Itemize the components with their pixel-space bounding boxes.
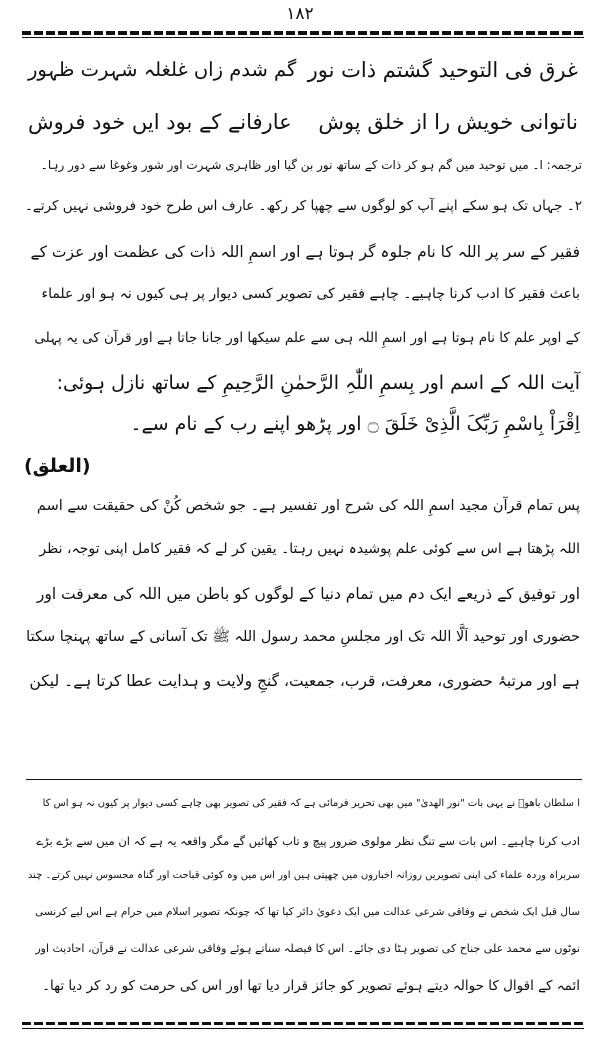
- verse-line-1-left: گم شدم زاں غلغلہ شہرت ظہور: [28, 58, 297, 81]
- footnote-rule: [26, 779, 582, 780]
- footnote-line: نوٹوں سے محمد علی جناح کی تصویر ہٹا دی جائے۔ اس کا فیصلہ سناتے ہوئے وفاقی شرعی عدالت نے قرآن، احادیث اور: [35, 942, 580, 955]
- body-line: اللہ پڑھتا ہے اس سے کوئی علم پوشیدہ نہیں رہتا۔ یقین کر لے کہ فقیر کامل اپنی توجہ، نظر: [39, 541, 580, 557]
- verse-line-1: [28, 58, 578, 82]
- footnote-line: ادب کرنا چاہیے۔ اس بات سے تنگ نظر مولوی ضرور پیچ و تاب کھائیں گے مگر واقعہ یہ ہے کہ ان میں سے بڑے بڑے: [36, 834, 580, 848]
- bottom-dashed-rule: [22, 1022, 584, 1025]
- translation-line-1: ترجمہ: ا۔ میں توحید میں گم ہو کر ذات کے ساتھ نور بن گیا اور ظاہری شہرت اور شور وغوغا سے دور رہا۔: [40, 158, 582, 172]
- translation-line-2: ۲۔ جہاں تک ہو سکے اپنے آپ کو لوگوں سے چھپا کر رکھ۔ عارف اس طرح خود فروشی نہیں کرتے۔: [25, 198, 582, 214]
- verse-line-2: [28, 110, 578, 134]
- quran-verse-line: اِقْرَاْ بِاسْمِ رَبِّکَ الَّذِیْ خَلَقَ ۝ اور پڑھو اپنے رب کے نام سے۔: [130, 413, 580, 435]
- bottom-rule: [22, 1028, 584, 1029]
- body-line: حضوری اور توحید اَلَّا اللہ تک اور مجلسِ محمد رسول اللہ ﷺ تک آسانی کے ساتھ پہنچا سکتا: [26, 629, 580, 645]
- footnote-line: ائمہ کے اقوال کا حوالہ دیتے ہوئے تصویر کو جائز قرار دیا تھا اور اس کی حرمت کو رد کر دیا تھا۔: [42, 978, 580, 994]
- body-line: ہے اور مرتبۂ حضوری، معرفت، قرب، جمعیت، گنجِ ولایت و ہدایت عطا کرتا ہے۔ لیکن: [29, 672, 580, 690]
- surah-reference: (العلق): [24, 455, 91, 477]
- top-dashed-rule: [22, 31, 584, 35]
- footnote-line: سربراہ وردہ علماء کی اپنی تصویریں روزانہ اخباروں میں چھپتی ہیں اور اس میں وہ کوئی قباحت اور گناہ محسوس نہیں کرتے۔ چند: [27, 870, 580, 881]
- footnote-line: سال قبل ایک شخص نے وفاقی شرعی عدالت میں ایک دعویٰ دائر کیا تھا کہ چونکہ تصویر اسلام میں حرام ہے اس لیے کرنسی: [35, 906, 580, 918]
- body-line: اور توفیق کے ذریعے ایک دم میں تمام دنیا کے لوگوں کو باطن میں اللہ کی معرفت اور: [36, 585, 580, 603]
- body-line: باعث فقیر کا ادب کرنا چاہیے۔ چاہے فقیر کی تصویر کسی دیوار پر ہی کیوں نہ ہو اور علماء: [41, 286, 580, 302]
- body-line: آیت اللہ کے اسم اور بِسمِ اللّٰہِ الرَّحمٰنِ الرَّحِیمِ کے ساتھ نازل ہوئی:: [56, 372, 580, 394]
- top-rule: [22, 37, 584, 38]
- page-number: ۱۸۲: [286, 4, 314, 24]
- verse-line-2-left: عارفانے کے بود ایں خود فروش: [28, 110, 292, 134]
- verse-line-1-right: غرق فی التوحید گشتم ذات نور: [307, 58, 578, 82]
- body-line: فقیر کے سر پر اللہ کا نام جلوہ گر ہوتا ہے اور اسمِ اللہ ذات کی عظمت اور عزت کے: [30, 243, 580, 261]
- body-line: کے اوپر علم کا نام ہوتا ہے اور اسمِ اللہ ہی سے علم سیکھا اور جانا جاتا ہے اور قرآن کی یہ پہلی: [34, 330, 580, 346]
- verse-line-2-right: ناتوانی خویش را از خلق پوش: [318, 110, 578, 134]
- footnote-line: ا سلطان باھوؒ نے یہی بات "نور الھدیٰ" میں بھی تحریر فرمائی ہے کہ فقیر کی تصویر بھی چاہے کسی دیوار پر کیوں نہ ہو اس کا: [42, 798, 580, 809]
- body-line: پس تمام قرآن مجید اسمِ اللہ کی شرح اور تفسیر ہے۔ جو شخص کُنْ کی حقیقت سے اسم: [36, 498, 580, 514]
